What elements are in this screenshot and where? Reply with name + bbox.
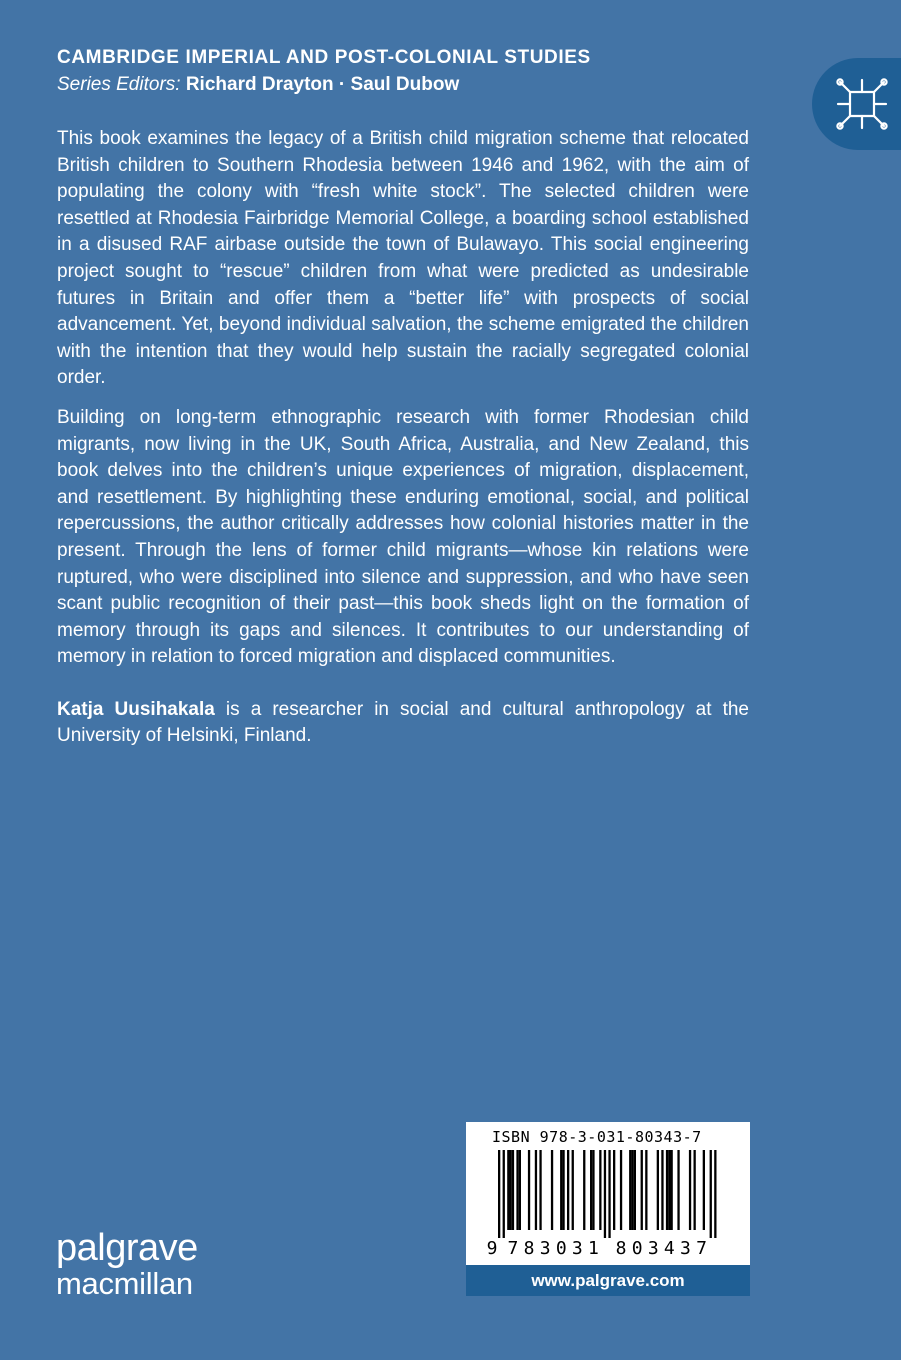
barcode-bar	[590, 1150, 592, 1230]
barcode-bar	[714, 1150, 716, 1238]
barcode-bar	[503, 1150, 505, 1238]
barcode-bar	[592, 1150, 594, 1230]
barcode-digit: 7	[507, 1238, 519, 1259]
barcode-bar	[608, 1150, 610, 1238]
description	[57, 126, 749, 750]
barcode-bar	[668, 1150, 670, 1230]
barcode-bar	[661, 1150, 663, 1230]
barcode-digit: 7	[696, 1238, 707, 1259]
barcode-bar	[551, 1150, 553, 1230]
barcode-bar	[689, 1150, 691, 1230]
barcode-bar	[641, 1150, 643, 1230]
barcode-bar	[657, 1150, 659, 1230]
series-title: CAMBRIDGE IMPERIAL AND POST-COLONIAL STUDIES	[57, 47, 591, 68]
barcode-digit: 1	[588, 1238, 599, 1259]
barcode-digit: 3	[647, 1238, 659, 1259]
barcode-bar	[677, 1150, 679, 1230]
isbn-label: ISBN 978-3-031-80343-7	[492, 1128, 702, 1146]
barcode-bar	[613, 1150, 615, 1230]
barcode-digit: 4	[663, 1238, 675, 1259]
barcode-bar	[599, 1150, 601, 1230]
barcode-bar	[572, 1150, 574, 1230]
barcode-bar	[512, 1150, 514, 1230]
barcode-bar	[535, 1150, 537, 1230]
barcode-bar	[710, 1150, 712, 1238]
barcode-digit: 3	[680, 1238, 691, 1259]
palgrave-macmillan-logo	[56, 1229, 198, 1301]
barcode-bar	[539, 1150, 541, 1230]
publisher-badge	[812, 58, 901, 150]
logo-line-1: palgrave	[56, 1227, 198, 1269]
barcode-bar	[604, 1150, 606, 1238]
description-paragraph-2: Building on long-term ethnographic research with former Rhodesian child migrants, now living in the UK, South Africa, Australia, and New Zealand, this book delves into the children’s unique experiences of migration, displacement, and resettlement. By highlighting these enduring emotional, social, and political repercussions, the author critically addresses how colonial histories matter in the present. Through the lens of former child migrants—whose kin relations were ruptured, who were disciplined into silence and suppression, and who have seen scant public recognition of their past—this book sheds light on the formation of memory through its gaps and silences. It contributes to our understanding of memory in relation to forced migration and displaced communities.	[57, 406, 749, 668]
barcode-bar	[528, 1150, 530, 1230]
series-editors-label: Series Editors:	[57, 74, 181, 95]
barcode-bar	[560, 1150, 562, 1230]
barcode-bar	[519, 1150, 521, 1230]
description-paragraph-1: This book examines the legacy of a British child migration scheme that relocated British children to Southern Rhodesia between 1946 and 1962, with the aim of populating the colony with “fresh white stock”. The selected children were resettled at Rhodesia Fairbridge Memorial College, a boarding school established in a disused RAF airbase outside the town of Bulawayo. This social engineering project sought to “rescue” children from what were predicted as undesirable futures in Britain and offer them a “better life” with prospects of social advancement. Yet, beyond individual salvation, the scheme emigrated the children with the intention that they would help sustain the racially segregated colonial order.	[57, 128, 749, 389]
barcode-bar	[583, 1150, 585, 1230]
barcode-bar	[620, 1150, 622, 1230]
barcode-bar	[567, 1150, 569, 1230]
series-editors-names: Richard Drayton · Saul Dubow	[185, 74, 460, 95]
barcode-panel	[466, 1122, 750, 1265]
barcode-bar	[631, 1150, 633, 1230]
barcode	[486, 1150, 728, 1260]
barcode-bar	[498, 1150, 500, 1238]
author-name: Katja Uusihakala	[57, 698, 215, 720]
barcode-digit: 9	[486, 1238, 498, 1259]
barcode-bar	[629, 1150, 631, 1230]
barcode-digit: 3	[539, 1238, 551, 1259]
barcode-digit: 0	[555, 1238, 567, 1259]
barcode-bar	[645, 1150, 647, 1230]
barcode-digit: 0	[631, 1238, 643, 1259]
barcode-digit: 8	[523, 1238, 535, 1259]
barcode-bar	[507, 1150, 509, 1230]
author-bio-text: is a researcher in social and cultural anthropology at the University of Helsinki, Finland.	[57, 698, 749, 747]
barcode-digit: 3	[571, 1238, 583, 1259]
barcode-bar	[516, 1150, 518, 1230]
logo-line-2: macmillan	[56, 1266, 193, 1301]
publisher-url: www.palgrave.com	[466, 1265, 750, 1296]
barcode-digit: 8	[615, 1238, 627, 1259]
barcode-bar	[666, 1150, 668, 1230]
barcode-bar	[694, 1150, 696, 1230]
palgrave-network-icon	[834, 76, 890, 132]
author-bio	[57, 697, 749, 750]
barcode-bar	[671, 1150, 673, 1230]
barcode-bar	[562, 1150, 564, 1230]
barcode-bar	[703, 1150, 705, 1230]
series-editors	[57, 73, 459, 97]
barcode-bar	[634, 1150, 636, 1230]
barcode-bar	[510, 1150, 512, 1230]
